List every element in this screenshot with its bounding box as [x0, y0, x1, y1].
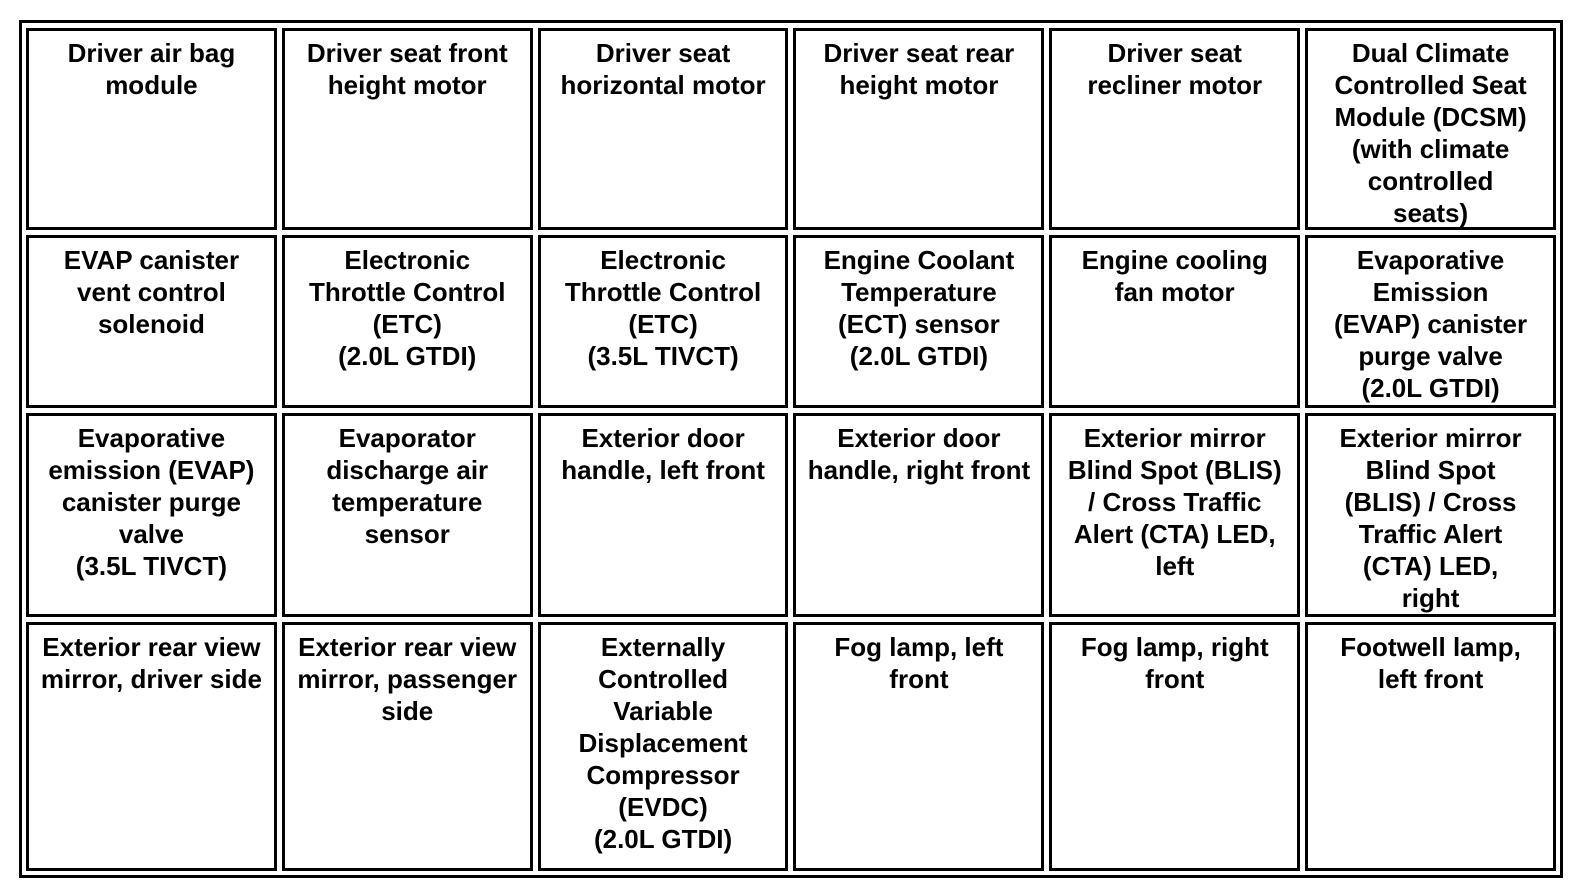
cell-label: Driver seat rear height motor — [823, 38, 1015, 100]
cell-label: Exterior rear view mirror, passenger side — [297, 632, 518, 726]
cell-label: Evaporator discharge air temperature sensor — [326, 423, 489, 549]
cell-label: Electronic Throttle Control (ETC) (2.0L GTDI) — [309, 245, 506, 371]
cell-label: EVAP canister vent control solenoid — [63, 245, 240, 339]
table-cell — [538, 413, 789, 617]
cell-label: Externally Controlled Variable Displacement Compressor (EVDC) (2.0L GTDI) — [578, 632, 748, 854]
cell-label: Evaporative Emission (EVAP) canister purge valve (2.0L GTDI) — [1334, 245, 1528, 403]
table-cell — [538, 622, 789, 871]
cell-label: Evaporative emission (EVAP) canister purge valve (3.5L TIVCT) — [48, 423, 255, 581]
cell-label: Exterior rear view mirror, driver side — [40, 632, 262, 694]
cell-label: Driver air bag module — [67, 38, 236, 100]
table-cell — [1305, 622, 1556, 871]
cell-label: Fog lamp, right front — [1080, 632, 1269, 694]
table-cell — [538, 28, 789, 230]
table-cell — [282, 235, 533, 408]
table-cell — [26, 235, 277, 408]
table-cell — [793, 28, 1044, 230]
cell-label: Exterior door handle, left front — [561, 423, 765, 485]
table-cell — [26, 413, 277, 617]
cell-label: Electronic Throttle Control (ETC) (3.5L TIVCT) — [564, 245, 762, 371]
table-cell — [26, 622, 277, 871]
cell-label: Fog lamp, left front — [834, 632, 1004, 694]
table-cell — [282, 28, 533, 230]
cell-label: Exterior door handle, right front — [807, 423, 1031, 485]
cell-label: Engine cooling fan motor — [1081, 245, 1268, 307]
table-cell — [538, 235, 789, 408]
component-table — [19, 20, 1563, 878]
table-cell — [793, 622, 1044, 871]
table-cell — [1049, 413, 1300, 617]
table-cell — [793, 235, 1044, 408]
table-cell — [1305, 235, 1556, 408]
cell-label: Engine Coolant Temperature (ECT) sensor (2.0L GTDI) — [823, 245, 1015, 371]
table-cell — [1305, 28, 1556, 230]
cell-label: Driver seat horizontal motor — [560, 38, 766, 100]
cell-label: Exterior mirror Blind Spot (BLIS) / Cross Traffic Alert (CTA) LED, right — [1339, 423, 1522, 613]
table-cell — [282, 413, 533, 617]
cell-label: Driver seat recliner motor — [1087, 38, 1263, 100]
table-cell — [26, 28, 277, 230]
table-cell — [1049, 622, 1300, 871]
cell-label: Footwell lamp, left front — [1340, 632, 1521, 694]
component-grid — [26, 28, 1556, 871]
cell-label: Driver seat front height motor — [306, 38, 508, 100]
table-cell — [1049, 28, 1300, 230]
table-cell — [1305, 413, 1556, 617]
cell-label: Exterior mirror Blind Spot (BLIS) / Cross Traffic Alert (CTA) LED, left — [1067, 423, 1282, 581]
table-cell — [282, 622, 533, 871]
table-cell — [1049, 235, 1300, 408]
table-cell — [793, 413, 1044, 617]
cell-label: Dual Climate Controlled Seat Module (DCSM) (with climate controlled seats) — [1334, 38, 1527, 228]
